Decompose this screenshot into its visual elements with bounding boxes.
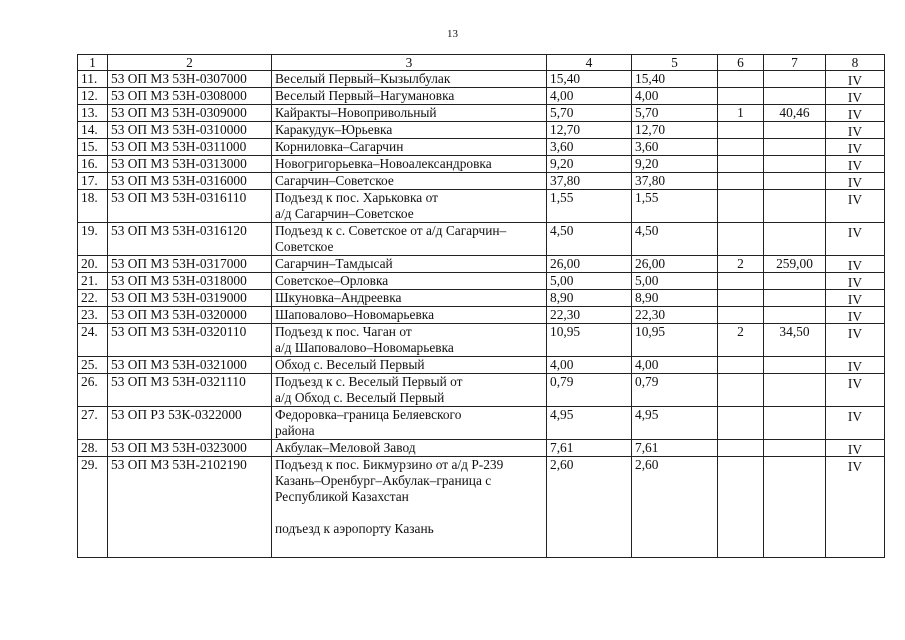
length-cell: 1,55 — [632, 190, 718, 223]
category-cell — [826, 105, 885, 122]
category-value: IV — [847, 258, 863, 273]
length-cell: 0,79 — [632, 374, 718, 407]
header-row — [78, 55, 885, 71]
road-code-cell: 53 ОП МЗ 53Н-0307000 — [108, 71, 272, 88]
road-name-line: Подъезд к с. Веселый Первый от — [275, 374, 463, 389]
road-name-cell — [272, 307, 547, 324]
road-code-cell: 53 ОП МЗ 53Н-0310000 — [108, 122, 272, 139]
road-name-line: Шкуновка–Андреевка — [275, 290, 402, 305]
row-number-cell: 19. — [78, 223, 108, 256]
value-cell: 259,00 — [764, 256, 826, 273]
count-cell — [718, 139, 764, 156]
length-cell: 3,60 — [632, 139, 718, 156]
length-cell: 4,00 — [632, 357, 718, 374]
category-cell — [826, 256, 885, 273]
road-name-line: Веселый Первый–Кызылбулак — [275, 71, 451, 86]
road-name-note: подъезд к аэропорту Казань — [275, 521, 434, 536]
road-code-cell: 53 ОП МЗ 53Н-0311000 — [108, 139, 272, 156]
road-code-cell: 53 ОП МЗ 53Н-0323000 — [108, 440, 272, 457]
table-row — [78, 407, 885, 440]
category-value: IV — [847, 124, 863, 139]
value-cell — [764, 173, 826, 190]
category-value: IV — [847, 225, 863, 240]
length-cell: 10,95 — [632, 324, 718, 357]
category-cell — [826, 357, 885, 374]
count-cell — [718, 357, 764, 374]
length-cell: 4,50 — [547, 223, 632, 256]
category-cell — [826, 71, 885, 88]
road-name-cell — [272, 273, 547, 290]
category-cell — [826, 156, 885, 173]
category-value: IV — [847, 73, 863, 88]
table-row — [78, 374, 885, 407]
count-cell: 1 — [718, 105, 764, 122]
category-cell — [826, 223, 885, 256]
category-value: IV — [847, 292, 863, 307]
row-number-cell: 17. — [78, 173, 108, 190]
table-row — [78, 173, 885, 190]
row-number-cell: 14. — [78, 122, 108, 139]
table-row — [78, 156, 885, 173]
road-name-line: Кайракты–Новопривольный — [275, 105, 437, 120]
length-cell: 15,40 — [547, 71, 632, 88]
length-cell: 5,00 — [632, 273, 718, 290]
road-name-cell — [272, 407, 547, 440]
road-code-cell: 53 ОП МЗ 53Н-0309000 — [108, 105, 272, 122]
length-cell: 4,00 — [632, 88, 718, 105]
length-cell: 3,60 — [547, 139, 632, 156]
road-name-line: Корниловка–Сагарчин — [275, 139, 404, 154]
value-cell — [764, 223, 826, 256]
length-cell: 12,70 — [547, 122, 632, 139]
row-number-cell: 16. — [78, 156, 108, 173]
row-number-cell: 21. — [78, 273, 108, 290]
category-cell — [826, 273, 885, 290]
value-cell — [764, 88, 826, 105]
road-name-cell — [272, 290, 547, 307]
road-code-cell: 53 ОП МЗ 53Н-0320110 — [108, 324, 272, 357]
road-name-line: Веселый Первый–Нагумановка — [275, 88, 455, 103]
table-row — [78, 457, 885, 558]
category-value: IV — [847, 158, 863, 173]
row-number-cell: 25. — [78, 357, 108, 374]
length-cell: 10,95 — [547, 324, 632, 357]
road-code-cell: 53 ОП МЗ 53Н-0321000 — [108, 357, 272, 374]
row-number-cell: 15. — [78, 139, 108, 156]
length-cell: 37,80 — [547, 173, 632, 190]
length-cell: 5,70 — [632, 105, 718, 122]
length-cell: 12,70 — [632, 122, 718, 139]
road-name-cell — [272, 156, 547, 173]
category-cell — [826, 139, 885, 156]
road-code-cell: 53 ОП МЗ 53Н-0317000 — [108, 256, 272, 273]
length-cell: 9,20 — [547, 156, 632, 173]
road-name-cell — [272, 256, 547, 273]
value-cell — [764, 156, 826, 173]
count-cell: 2 — [718, 256, 764, 273]
column-header: 4 — [547, 55, 632, 71]
category-value: IV — [847, 275, 863, 290]
road-name-line: Подъезд к с. Советское от а/д Сагарчин– — [275, 223, 507, 238]
category-value: IV — [847, 376, 863, 391]
road-name-line: Новогригорьевка–Новоалександровка — [275, 156, 492, 171]
length-cell: 7,61 — [632, 440, 718, 457]
value-cell — [764, 122, 826, 139]
road-name-cell — [272, 139, 547, 156]
value-cell — [764, 190, 826, 223]
row-number-cell: 23. — [78, 307, 108, 324]
row-number-cell: 12. — [78, 88, 108, 105]
category-cell — [826, 307, 885, 324]
road-code-cell: 53 ОП МЗ 53Н-2102190 — [108, 457, 272, 558]
length-cell: 22,30 — [547, 307, 632, 324]
category-value: IV — [847, 409, 863, 424]
category-cell — [826, 122, 885, 139]
road-code-cell: 53 ОП МЗ 53Н-0313000 — [108, 156, 272, 173]
category-cell — [826, 324, 885, 357]
category-value: IV — [847, 442, 863, 457]
count-cell — [718, 307, 764, 324]
road-name-cell — [272, 374, 547, 407]
count-cell — [718, 173, 764, 190]
road-name-line: Федоровка–граница Беляевского — [275, 407, 462, 422]
category-value: IV — [847, 90, 863, 105]
category-cell — [826, 374, 885, 407]
length-cell: 4,00 — [547, 88, 632, 105]
road-code-cell: 53 ОП МЗ 53Н-0318000 — [108, 273, 272, 290]
length-cell: 26,00 — [547, 256, 632, 273]
road-name-line: а/д Шаповалово–Новомарьевка — [275, 340, 454, 355]
row-number-cell: 13. — [78, 105, 108, 122]
length-cell: 2,60 — [632, 457, 718, 558]
roads-table — [77, 54, 885, 558]
road-code-cell: 53 ОП МЗ 53Н-0316110 — [108, 190, 272, 223]
road-code-cell: 53 ОП МЗ 53Н-0320000 — [108, 307, 272, 324]
count-cell — [718, 374, 764, 407]
column-header: 3 — [272, 55, 547, 71]
length-cell: 7,61 — [547, 440, 632, 457]
table-row — [78, 256, 885, 273]
length-cell: 22,30 — [632, 307, 718, 324]
road-name-line: Каракудук–Юрьевка — [275, 122, 393, 137]
table-row — [78, 440, 885, 457]
count-cell — [718, 190, 764, 223]
road-name-line: Республикой Казахстан — [275, 489, 409, 504]
length-cell: 37,80 — [632, 173, 718, 190]
length-cell: 4,50 — [632, 223, 718, 256]
road-name-cell — [272, 440, 547, 457]
road-name-cell — [272, 173, 547, 190]
count-cell — [718, 71, 764, 88]
road-name-line: Обход с. Веселый Первый — [275, 357, 425, 372]
count-cell — [718, 122, 764, 139]
count-cell — [718, 290, 764, 307]
value-cell — [764, 139, 826, 156]
value-cell — [764, 440, 826, 457]
category-value: IV — [847, 175, 863, 190]
table-row — [78, 273, 885, 290]
road-name-line: Подъезд к пос. Бикмурзино от а/д Р-239 — [275, 457, 504, 472]
table-row — [78, 357, 885, 374]
road-code-cell: 53 ОП МЗ 53Н-0316000 — [108, 173, 272, 190]
count-cell — [718, 407, 764, 440]
column-header: 5 — [632, 55, 718, 71]
road-name-line: Советское — [275, 239, 334, 254]
category-value: IV — [847, 107, 863, 122]
road-name-line: Казань–Оренбург–Акбулак–граница с — [275, 473, 492, 488]
road-name-line: Сагарчин–Советское — [275, 173, 394, 188]
road-name-cell — [272, 223, 547, 256]
length-cell: 15,40 — [632, 71, 718, 88]
table-row — [78, 190, 885, 223]
length-cell: 5,00 — [547, 273, 632, 290]
category-value: IV — [847, 141, 863, 156]
value-cell — [764, 71, 826, 88]
road-name-line: Подъезд к пос. Харьковка от — [275, 190, 438, 205]
value-cell — [764, 407, 826, 440]
row-number-cell: 22. — [78, 290, 108, 307]
road-code-cell: 53 ОП МЗ 53Н-0308000 — [108, 88, 272, 105]
page-number: 13 — [447, 28, 458, 40]
length-cell: 0,79 — [547, 374, 632, 407]
row-number-cell: 20. — [78, 256, 108, 273]
table-row — [78, 88, 885, 105]
category-value: IV — [847, 359, 863, 374]
value-cell — [764, 307, 826, 324]
road-name-line: Советское–Орловка — [275, 273, 389, 288]
row-number-cell: 29. — [78, 457, 108, 558]
row-number-cell: 18. — [78, 190, 108, 223]
road-name-cell — [272, 122, 547, 139]
length-cell: 9,20 — [632, 156, 718, 173]
row-number-cell: 11. — [78, 71, 108, 88]
table-row — [78, 324, 885, 357]
road-name-cell — [272, 71, 547, 88]
length-cell: 26,00 — [632, 256, 718, 273]
road-name-cell — [272, 190, 547, 223]
road-name-line: а/д Обход с. Веселый Первый — [275, 390, 445, 405]
category-value: IV — [847, 459, 863, 474]
count-cell — [718, 440, 764, 457]
road-name-cell — [272, 457, 547, 558]
road-code-cell: 53 ОП РЗ 53К-0322000 — [108, 407, 272, 440]
category-cell — [826, 440, 885, 457]
road-code-cell: 53 ОП МЗ 53Н-0321110 — [108, 374, 272, 407]
road-code-cell: 53 ОП МЗ 53Н-0319000 — [108, 290, 272, 307]
length-cell: 1,55 — [547, 190, 632, 223]
road-name-line: Сагарчин–Тамдысай — [275, 256, 393, 271]
value-cell: 40,46 — [764, 105, 826, 122]
count-cell — [718, 457, 764, 558]
column-header: 1 — [78, 55, 108, 71]
table-row — [78, 223, 885, 256]
road-name-line: Шаповалово–Новомарьевка — [275, 307, 435, 322]
category-cell — [826, 173, 885, 190]
category-cell — [826, 407, 885, 440]
value-cell: 34,50 — [764, 324, 826, 357]
count-cell: 2 — [718, 324, 764, 357]
road-name-line: а/д Сагарчин–Советское — [275, 206, 414, 221]
value-cell — [764, 290, 826, 307]
road-name-cell — [272, 357, 547, 374]
table-row — [78, 71, 885, 88]
category-value: IV — [847, 309, 863, 324]
row-number-cell: 28. — [78, 440, 108, 457]
road-name-line: Подъезд к пос. Чаган от — [275, 324, 412, 339]
table-row — [78, 290, 885, 307]
category-cell — [826, 457, 885, 558]
table-row — [78, 105, 885, 122]
column-header: 8 — [826, 55, 885, 71]
length-cell: 4,00 — [547, 357, 632, 374]
category-value: IV — [847, 326, 863, 341]
category-cell — [826, 190, 885, 223]
length-cell: 4,95 — [632, 407, 718, 440]
value-cell — [764, 273, 826, 290]
category-cell — [826, 290, 885, 307]
road-name-cell — [272, 324, 547, 357]
row-number-cell: 26. — [78, 374, 108, 407]
length-cell: 8,90 — [632, 290, 718, 307]
value-cell — [764, 357, 826, 374]
count-cell — [718, 273, 764, 290]
table-row — [78, 139, 885, 156]
column-header: 6 — [718, 55, 764, 71]
table-row — [78, 307, 885, 324]
value-cell — [764, 457, 826, 558]
count-cell — [718, 223, 764, 256]
column-header: 2 — [108, 55, 272, 71]
road-name-line: района — [275, 423, 315, 438]
column-header: 7 — [764, 55, 826, 71]
length-cell: 8,90 — [547, 290, 632, 307]
category-value: IV — [847, 192, 863, 207]
length-cell: 4,95 — [547, 407, 632, 440]
category-cell — [826, 88, 885, 105]
road-name-line: Акбулак–Меловой Завод — [275, 440, 416, 455]
length-cell: 2,60 — [547, 457, 632, 558]
count-cell — [718, 156, 764, 173]
value-cell — [764, 374, 826, 407]
road-name-cell — [272, 105, 547, 122]
count-cell — [718, 88, 764, 105]
row-number-cell: 24. — [78, 324, 108, 357]
road-code-cell: 53 ОП МЗ 53Н-0316120 — [108, 223, 272, 256]
table-row — [78, 122, 885, 139]
road-name-cell — [272, 88, 547, 105]
row-number-cell: 27. — [78, 407, 108, 440]
length-cell: 5,70 — [547, 105, 632, 122]
table-body — [78, 71, 885, 558]
